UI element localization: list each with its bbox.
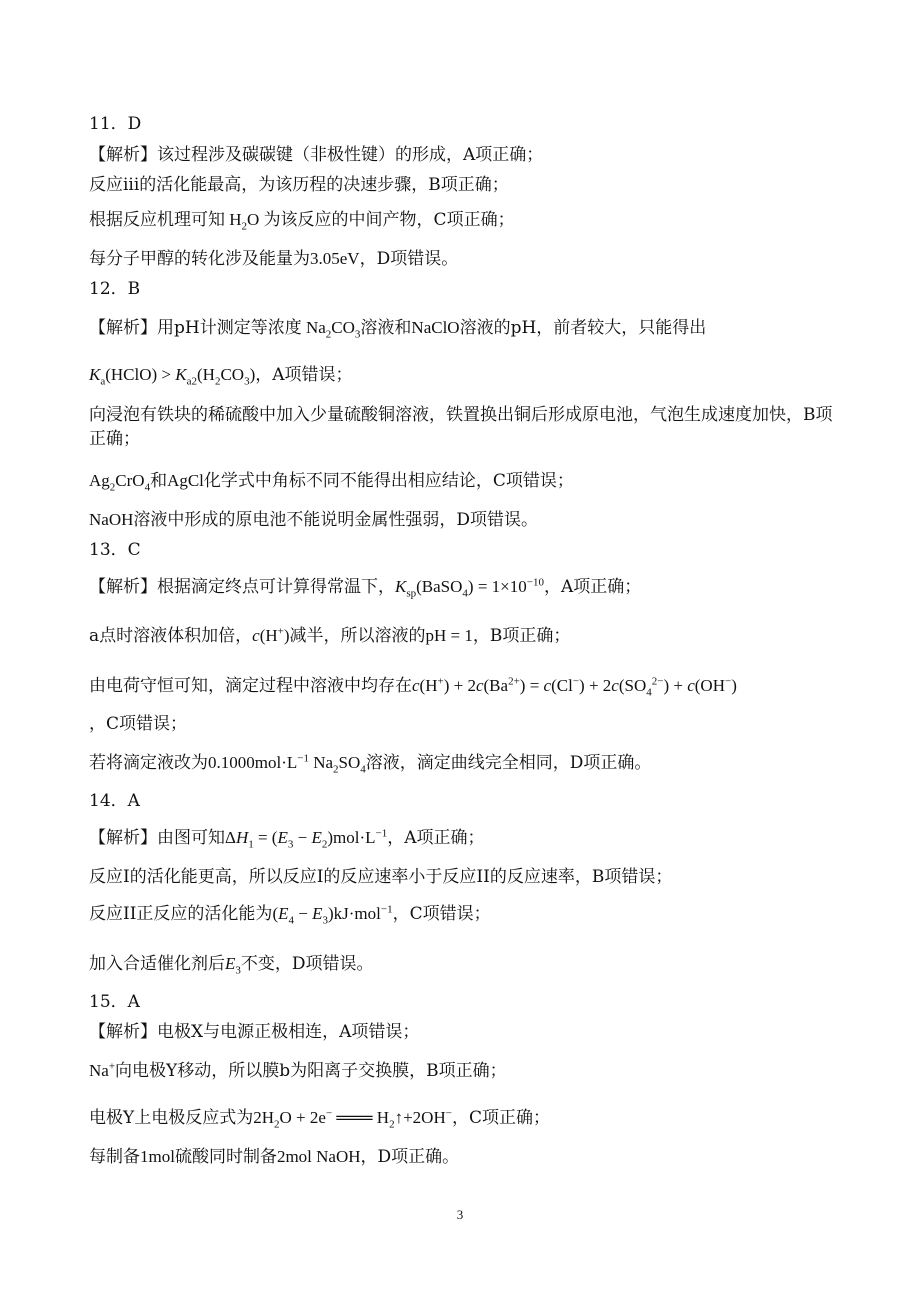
q14-line-4: 加入合适催化剂后$E_3$不变，D项错误。 xyxy=(89,954,374,977)
q15-line-1: 【解析】电极X与电源正极相连，A项错误； xyxy=(89,1022,420,1042)
page-number: 3 xyxy=(456,1207,464,1222)
ksp-formula: $K_{sp}(BaSO_4) = 1\times 10^{-10}$ xyxy=(395,576,544,600)
q14-line-1: 【解析】由图可知$\Delta H_1 = (E_3 - E_2)mol\cdot L^{-1}$，A项正确； xyxy=(89,827,485,851)
q12-heading: 12．B xyxy=(89,279,141,299)
q13-line-3: 由电荷守恒可知，滴定过程中溶液中均存在$c(H^+) + 2c(Ba^{2+}) = c(Cl^-) + 2c(SO_4^{2-}) + c(OH^-)$ xyxy=(89,675,737,699)
q13-line-1: 【解析】根据滴定终点可计算得常温下，$K_{sp}(BaSO_4) = 1\times 10^{-10}$，A项正确； xyxy=(89,576,642,600)
q15-line-4: 每制备1mol硫酸同时制备2mol NaOH，D项正确。 xyxy=(89,1147,460,1167)
q14-heading: 14．A xyxy=(89,791,140,811)
electrode-equation: $2H_2O + 2e^-$ ═══ $H_2↑+2OH^-$ xyxy=(253,1107,452,1131)
q12-line-2: $K_a(HClO) > K_{a2}(H_2CO_3)$，A项错误； xyxy=(89,365,353,388)
q11-heading: 11．D xyxy=(89,114,142,134)
q12-line-4: $Ag_2CrO_4$和AgCl化学式中角标不同不能得出相应结论，C项错误； xyxy=(89,471,574,494)
delta-h-formula: $\Delta H_1 = (E_3 - E_2)mol\cdot L^{-1}$ xyxy=(225,827,388,851)
q14-line-3: 反应II正反应的活化能为$(E_4 - E_3)kJ\cdot mol^{-1}$，C项错误； xyxy=(89,903,491,927)
q15-line-2: Na+向电极Y移动，所以膜b为阳离子交换膜，B项正确； xyxy=(89,1060,507,1081)
q11-line-3: 根据反应机理可知 $H_2O$ 为该反应的中间产物，C项正确； xyxy=(89,210,515,233)
q11-line-1: 【解析】该过程涉及碳碳键（非极性键）的形成，A项正确； xyxy=(89,145,544,165)
q13-line-4: ，C项错误； xyxy=(89,714,188,734)
q13-line-2: a点时溶液体积加倍，c(H+)减半，所以溶液的pH = 1，B项正确； xyxy=(89,625,571,646)
charge-balance-formula: $c(H^+) + 2c(Ba^{2+}) = c(Cl^-) + 2c(SO_4^{2-}) + c(OH^-)$ xyxy=(412,675,737,699)
q11-line-4: 每分子甲醇的转化涉及能量为3.05eV，D项错误。 xyxy=(89,249,459,269)
ka-comparison-formula: $K_a(HClO) > K_{a2}(H_2CO_3)$ xyxy=(89,365,256,388)
q12-line-3: 向浸泡有铁块的稀硫酸中加入少量硫酸铜溶液，铁置换出铜后形成原电池，气泡生成速度加快，B项正确； xyxy=(89,405,833,449)
activation-energy-formula: $(E_4 - E_3)kJ\cdot mol^{-1}$ xyxy=(272,903,393,927)
q13-heading: 13．C xyxy=(89,540,141,560)
q12-line-5: NaOH溶液中形成的原电池不能说明金属性强弱，D项错误。 xyxy=(89,510,539,530)
q13-line-5: 若将滴定液改为$0.1000mol\cdot L^{-1}$ $Na_2SO_4$溶液，滴定曲线完全相同，D项正确。 xyxy=(89,752,652,776)
q15-heading: 15．A xyxy=(89,992,140,1012)
q14-line-2: 反应I的活化能更高，所以反应I的反应速率小于反应II的反应速率，B项错误； xyxy=(89,867,673,887)
q12-line-1: 【解析】用pH计测定等浓度 $Na_2CO_3$溶液和NaClO溶液的pH，前者较大，只能得出 xyxy=(89,318,707,341)
q15-line-3: 电极Y上电极反应式为$2H_2O + 2e^-$ ═══ $H_2↑+2OH^-$，C项正确； xyxy=(89,1107,550,1131)
q11-line-2: 反应iii的活化能最高，为该历程的决速步骤，B项正确； xyxy=(89,175,509,195)
